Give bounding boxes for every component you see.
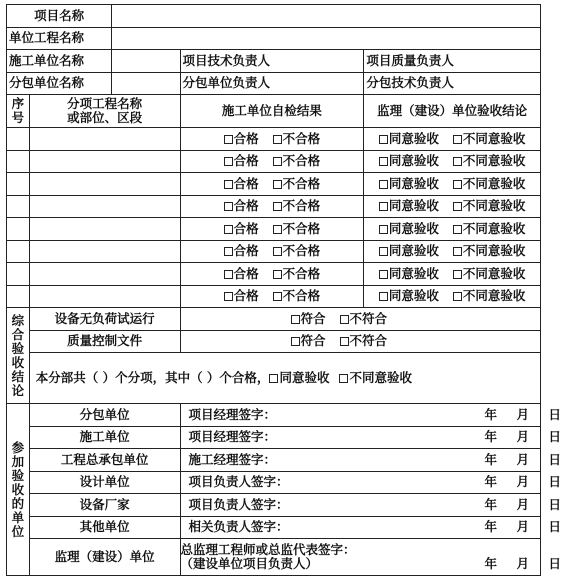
day-label: 日	[548, 496, 562, 512]
item-name-header-line2: 或部位、区段	[67, 110, 143, 125]
unqualified-option[interactable]	[273, 154, 321, 168]
item-name-cell[interactable]	[29, 240, 180, 263]
comprehensive-label-char: 验	[11, 340, 25, 356]
agree-label: 同意验收	[388, 220, 439, 236]
self-check-cell	[180, 240, 364, 263]
month-label: 月	[516, 556, 530, 571]
participant-unit-name	[29, 471, 180, 494]
subcontract-tech-lead-cell[interactable]	[364, 72, 541, 95]
conform-label: 符合	[300, 310, 326, 326]
participant-row	[7, 426, 541, 449]
qualified-option[interactable]	[224, 199, 259, 213]
agree-checkbox[interactable]	[379, 292, 388, 301]
qualified-option[interactable]	[224, 177, 259, 191]
qualified-label: 合格	[233, 130, 259, 146]
agree-option[interactable]	[379, 154, 439, 168]
summary-disagree-checkbox[interactable]	[339, 374, 348, 383]
unqualified-label: 不合格	[282, 265, 321, 281]
participants-label-char: 参	[11, 439, 25, 455]
unqualified-label: 不合格	[282, 175, 321, 191]
month-label: 月	[516, 519, 530, 535]
disagree-option[interactable]	[453, 199, 526, 213]
signature-label: 项目经理签字：	[188, 406, 277, 422]
unit-project-name-text: 单位工程名称	[9, 30, 85, 46]
signature-label: 施工经理签字：	[188, 451, 277, 467]
item-seq-cell[interactable]	[7, 218, 30, 241]
disagree-checkbox[interactable]	[453, 135, 462, 144]
subcontract-unit-lead-label: 分包单位负责人	[182, 75, 271, 91]
participant-unit-name	[29, 516, 180, 539]
disagree-option[interactable]	[453, 267, 526, 281]
item-name-cell[interactable]	[29, 263, 180, 286]
participant-row	[7, 516, 541, 539]
agree-option[interactable]	[379, 222, 439, 236]
agree-label: 同意验收	[388, 153, 439, 169]
project-name-text: 项目名称	[34, 7, 85, 23]
unqualified-label: 不合格	[282, 153, 321, 169]
supervision-sign-line2: （建设单位项目负责人）	[180, 556, 319, 571]
qualified-label: 合格	[233, 153, 259, 169]
disagree-label: 不同意验收	[462, 288, 526, 304]
date-field[interactable]	[485, 475, 581, 489]
agree-option[interactable]	[379, 132, 439, 146]
unqualified-checkbox[interactable]	[273, 247, 282, 256]
self-check-cell	[180, 173, 364, 196]
unqualified-checkbox[interactable]	[273, 225, 282, 234]
item-row	[7, 173, 541, 196]
acceptance-form	[6, 4, 562, 576]
participants-label-char: 位	[11, 523, 25, 539]
disagree-label: 不同意验收	[462, 130, 526, 146]
summary-agree-option[interactable]	[269, 371, 329, 385]
date-field[interactable]	[485, 557, 581, 571]
no-load-test-label	[29, 308, 180, 331]
item-name-cell[interactable]	[29, 150, 180, 173]
acceptance-cell	[364, 128, 541, 151]
disagree-option[interactable]	[453, 132, 526, 146]
disagree-label: 不同意验收	[462, 198, 526, 214]
participant-unit-name	[29, 449, 180, 472]
unqualified-checkbox[interactable]	[273, 157, 282, 166]
conform-option[interactable]	[291, 312, 326, 326]
item-seq-cell[interactable]	[7, 173, 30, 196]
disagree-option[interactable]	[453, 244, 526, 258]
summary-agree-label: 同意验收	[279, 370, 330, 385]
quality-docs-label	[29, 330, 180, 353]
acceptance-cell	[364, 240, 541, 263]
qualified-checkbox[interactable]	[224, 270, 233, 279]
nonconform-option[interactable]	[340, 334, 388, 348]
participant-unit-name	[29, 404, 180, 427]
participant-unit-name	[29, 426, 180, 449]
unqualified-option[interactable]	[273, 244, 321, 258]
unqualified-option[interactable]	[273, 132, 321, 146]
disagree-checkbox[interactable]	[453, 180, 462, 189]
participant-unit-text: 工程总承包单位	[60, 451, 149, 467]
item-row	[7, 263, 541, 286]
acceptance-header-text: 监理（建设）单位验收结论	[377, 103, 528, 118]
participant-sign-cell[interactable]	[180, 404, 562, 427]
nonconform-checkbox[interactable]	[340, 315, 349, 324]
conform-label: 符合	[300, 333, 326, 349]
agree-checkbox[interactable]	[379, 202, 388, 211]
comprehensive-label-char: 结	[11, 368, 25, 384]
unqualified-label: 不合格	[282, 130, 321, 146]
nonconform-label: 不符合	[349, 333, 388, 349]
no-load-test-options	[180, 308, 541, 331]
participant-unit-text: 分包单位	[79, 406, 130, 422]
signature-label: 项目负责人签字：	[188, 496, 289, 512]
qualified-label: 合格	[233, 220, 259, 236]
project-name-field[interactable]	[112, 5, 541, 28]
conform-checkbox[interactable]	[291, 315, 300, 324]
disagree-checkbox[interactable]	[453, 202, 462, 211]
item-row	[7, 218, 541, 241]
unqualified-label: 不合格	[282, 288, 321, 304]
participant-sign-cell[interactable]	[180, 426, 562, 449]
item-row	[7, 240, 541, 263]
self-check-cell	[180, 128, 364, 151]
unqualified-option[interactable]	[273, 267, 321, 281]
qualified-option[interactable]	[224, 289, 259, 303]
agree-option[interactable]	[379, 289, 439, 303]
day-label: 日	[548, 451, 562, 467]
subcontract-unit-lead-cell[interactable]	[180, 72, 364, 95]
disagree-checkbox[interactable]	[453, 157, 462, 166]
comprehensive-label-char: 综	[11, 312, 25, 328]
construction-unit-text: 施工单位名称	[9, 52, 85, 68]
agree-label: 同意验收	[388, 243, 439, 259]
participant-sign-cell[interactable]	[180, 449, 562, 472]
item-seq-cell[interactable]	[7, 150, 30, 173]
qualified-option[interactable]	[224, 132, 259, 146]
item-name-header-line1: 分项工程名称	[67, 96, 143, 111]
day-label: 日	[548, 429, 562, 445]
disagree-option[interactable]	[453, 154, 526, 168]
nonconform-label: 不符合	[349, 310, 388, 326]
supervision-unit-text: 监理（建设）单位	[54, 549, 155, 564]
month-label: 月	[516, 496, 530, 512]
qualified-checkbox[interactable]	[224, 247, 233, 256]
month-label: 月	[516, 451, 530, 467]
construction-unit-label	[7, 50, 112, 73]
agree-option[interactable]	[379, 177, 439, 191]
disagree-checkbox[interactable]	[453, 225, 462, 234]
supervision-unit-name	[29, 539, 180, 576]
month-label: 月	[516, 429, 530, 445]
item-name-cell[interactable]	[29, 195, 180, 218]
qualified-checkbox[interactable]	[224, 180, 233, 189]
qualified-checkbox[interactable]	[224, 135, 233, 144]
agree-label: 同意验收	[388, 265, 439, 281]
agree-checkbox[interactable]	[379, 180, 388, 189]
unqualified-option[interactable]	[273, 199, 321, 213]
item-name-header	[29, 95, 180, 128]
construction-unit-field[interactable]	[112, 50, 180, 73]
year-label: 年	[484, 496, 498, 512]
no-load-test-text: 设备无负荷试运行	[54, 310, 155, 326]
acceptance-cell	[364, 263, 541, 286]
disagree-checkbox[interactable]	[453, 270, 462, 279]
seq-char: 号	[11, 110, 25, 125]
acceptance-header	[364, 95, 541, 128]
unqualified-checkbox[interactable]	[273, 135, 282, 144]
qualified-label: 合格	[233, 243, 259, 259]
agree-checkbox[interactable]	[379, 135, 388, 144]
subcontract-unit-text: 分包单位名称	[9, 75, 85, 91]
year-label: 年	[484, 519, 498, 535]
unqualified-checkbox[interactable]	[273, 292, 282, 301]
agree-option[interactable]	[379, 199, 439, 213]
item-row	[7, 195, 541, 218]
item-seq-cell[interactable]	[7, 263, 30, 286]
summary-disagree-option[interactable]	[339, 371, 412, 385]
comprehensive-label-char: 收	[11, 354, 25, 370]
qualified-checkbox[interactable]	[224, 292, 233, 301]
year-label: 年	[484, 451, 498, 467]
unit-project-name-field[interactable]	[112, 27, 541, 50]
quality-docs-text: 质量控制文件	[67, 333, 143, 349]
subcontract-unit-label	[7, 72, 112, 95]
day-label: 日	[548, 556, 562, 571]
disagree-option[interactable]	[453, 222, 526, 236]
qualified-label: 合格	[233, 175, 259, 191]
participants-label-char: 单	[11, 509, 25, 525]
item-name-cell[interactable]	[29, 173, 180, 196]
self-check-cell	[180, 285, 364, 308]
participant-row	[7, 494, 541, 517]
self-check-cell	[180, 195, 364, 218]
acceptance-cell	[364, 285, 541, 308]
quality-docs-options	[180, 330, 541, 353]
month-label: 月	[516, 406, 530, 422]
self-check-cell	[180, 263, 364, 286]
acceptance-cell	[364, 173, 541, 196]
seq-char: 序	[11, 96, 25, 111]
disagree-label: 不同意验收	[462, 265, 526, 281]
disagree-checkbox[interactable]	[453, 292, 462, 301]
unqualified-option[interactable]	[273, 222, 321, 236]
signature-label: 相关负责人签字：	[188, 519, 289, 535]
item-name-cell[interactable]	[29, 218, 180, 241]
project-tech-lead-label: 项目技术负责人	[182, 52, 271, 68]
year-label: 年	[484, 474, 498, 490]
agree-option[interactable]	[379, 244, 439, 258]
nonconform-option[interactable]	[340, 312, 388, 326]
participant-sign-cell[interactable]	[180, 516, 562, 539]
project-quality-lead-cell[interactable]	[364, 50, 541, 73]
participants-label-char: 收	[11, 481, 25, 497]
self-check-cell	[180, 218, 364, 241]
self-check-header	[180, 95, 364, 128]
participant-sign-cell[interactable]	[180, 471, 562, 494]
comprehensive-label-char: 合	[11, 326, 25, 342]
participant-row	[7, 404, 541, 427]
qualified-label: 合格	[233, 265, 259, 281]
unqualified-checkbox[interactable]	[273, 202, 282, 211]
supervision-sign-cell[interactable]	[180, 539, 562, 576]
agree-checkbox[interactable]	[379, 225, 388, 234]
agree-label: 同意验收	[388, 175, 439, 191]
participant-unit-name	[29, 494, 180, 517]
date-field[interactable]	[485, 453, 581, 467]
year-label: 年	[484, 429, 498, 445]
day-label: 日	[548, 406, 562, 422]
qualified-option[interactable]	[224, 222, 259, 236]
agree-checkbox[interactable]	[379, 270, 388, 279]
conform-option[interactable]	[291, 334, 326, 348]
summary-agree-checkbox[interactable]	[269, 374, 278, 383]
participants-label	[7, 404, 30, 576]
unqualified-checkbox[interactable]	[273, 270, 282, 279]
participant-unit-text: 其他单位	[79, 519, 130, 535]
self-check-cell	[180, 150, 364, 173]
qualified-label: 合格	[233, 198, 259, 214]
participants-label-char: 验	[11, 467, 25, 483]
date-field[interactable]	[485, 430, 581, 444]
unqualified-option[interactable]	[273, 289, 321, 303]
participants-label-char: 加	[11, 453, 25, 469]
date-field[interactable]	[485, 498, 581, 512]
item-row	[7, 285, 541, 308]
acceptance-cell	[364, 195, 541, 218]
unqualified-label: 不合格	[282, 243, 321, 259]
qualified-checkbox[interactable]	[224, 225, 233, 234]
unit-project-name-label	[7, 27, 112, 50]
month-label: 月	[516, 474, 530, 490]
day-label: 日	[548, 519, 562, 535]
participants-label-char: 的	[11, 495, 25, 511]
agree-label: 同意验收	[388, 198, 439, 214]
day-label: 日	[548, 474, 562, 490]
year-label: 年	[484, 556, 498, 571]
item-seq-cell[interactable]	[7, 285, 30, 308]
conform-checkbox[interactable]	[291, 337, 300, 346]
item-name-cell[interactable]	[29, 128, 180, 151]
item-row	[7, 150, 541, 173]
disagree-label: 不同意验收	[462, 175, 526, 191]
date-field[interactable]	[485, 408, 581, 422]
subcontract-tech-lead-label: 分包技术负责人	[366, 75, 454, 91]
agree-label: 同意验收	[388, 288, 439, 304]
participant-unit-text: 设计单位	[79, 474, 130, 490]
signature-label: 项目负责人签字：	[188, 474, 289, 490]
qualified-label: 合格	[233, 288, 259, 304]
item-row	[7, 128, 541, 151]
qualified-option[interactable]	[224, 154, 259, 168]
comprehensive-label-char: 论	[11, 382, 25, 398]
supervision-row	[7, 539, 541, 576]
participant-unit-text: 施工单位	[79, 429, 130, 445]
disagree-label: 不同意验收	[462, 220, 526, 236]
item-seq-cell[interactable]	[7, 195, 30, 218]
qualified-option[interactable]	[224, 267, 259, 281]
year-label: 年	[484, 406, 498, 422]
participant-unit-text: 设备厂家	[79, 496, 130, 512]
item-seq-cell[interactable]	[7, 128, 30, 151]
participant-sign-cell[interactable]	[180, 494, 562, 517]
comprehensive-conclusion-label	[7, 308, 30, 404]
acceptance-cell	[364, 150, 541, 173]
project-name-label	[7, 5, 112, 28]
project-quality-lead-label: 项目质量负责人	[366, 52, 454, 68]
disagree-label: 不同意验收	[462, 153, 526, 169]
agree-checkbox[interactable]	[379, 157, 388, 166]
self-check-header-text: 施工单位自检结果	[221, 103, 322, 118]
signature-label: 项目经理签字：	[188, 429, 277, 445]
disagree-label: 不同意验收	[462, 243, 526, 259]
acceptance-cell	[364, 218, 541, 241]
participant-row	[7, 449, 541, 472]
summary-text: 本分部共（ ）个分项，其中（ ）个合格，	[35, 370, 270, 385]
agree-option[interactable]	[379, 267, 439, 281]
project-tech-lead-cell[interactable]	[180, 50, 364, 73]
unqualified-label: 不合格	[282, 198, 321, 214]
supervision-sign-line1: 总监理工程师或总监代表签字：	[180, 542, 356, 557]
unqualified-label: 不合格	[282, 220, 321, 236]
qualified-option[interactable]	[224, 244, 259, 258]
qualified-checkbox[interactable]	[224, 157, 233, 166]
unqualified-checkbox[interactable]	[273, 180, 282, 189]
summary-cell	[29, 353, 540, 404]
seq-header	[7, 95, 30, 128]
participant-row	[7, 471, 541, 494]
agree-checkbox[interactable]	[379, 247, 388, 256]
unqualified-option[interactable]	[273, 177, 321, 191]
nonconform-checkbox[interactable]	[340, 337, 349, 346]
disagree-checkbox[interactable]	[453, 247, 462, 256]
disagree-option[interactable]	[453, 177, 526, 191]
disagree-option[interactable]	[453, 289, 526, 303]
summary-disagree-label: 不同意验收	[349, 370, 412, 385]
item-name-cell[interactable]	[29, 285, 180, 308]
date-field[interactable]	[485, 520, 581, 534]
item-seq-cell[interactable]	[7, 240, 30, 263]
qualified-checkbox[interactable]	[224, 202, 233, 211]
subcontract-unit-field[interactable]	[112, 72, 180, 95]
agree-label: 同意验收	[388, 130, 439, 146]
